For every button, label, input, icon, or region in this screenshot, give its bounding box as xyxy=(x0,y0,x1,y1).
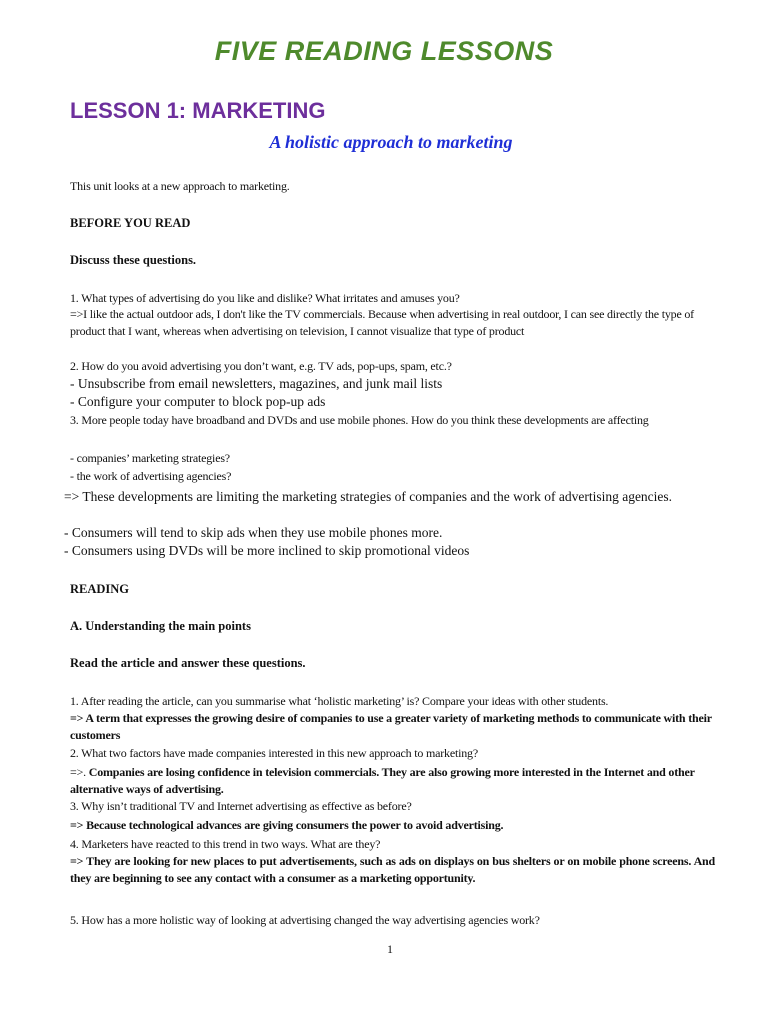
reading-question-1: 1. After reading the article, can you summarise what ‘holistic marketing’ is? Compare your ideas with other students. xyxy=(70,694,609,708)
reading-question-3: 3. Why isn’t traditional TV and Internet advertising as effective as before? xyxy=(70,799,412,813)
reading-answer-4: => They are looking for new places to put advertisements, such as ads on displays on bus shelters or on mobile phone screens. And they are beginning to see any contact with a consumer as a marketing opportunity. xyxy=(70,854,715,885)
reading-answer-2 xyxy=(70,764,730,798)
intro-text: This unit looks at a new approach to marketing. xyxy=(70,179,290,193)
question-1: 1. What types of advertising do you like and dislike? What irritates and amuses you? xyxy=(70,291,460,305)
answer-3: => These developments are limiting the marketing strategies of companies and the work of advertising agencies. xyxy=(64,489,673,504)
reading-question-5: 5. How has a more holistic way of looking at advertising changed the way advertising agencies work? xyxy=(70,913,540,927)
answer-2-text: Companies are losing confidence in television commercials. They are also growing more interested in the Internet and other alternative ways of advertising. xyxy=(70,765,695,796)
reading-question-4: 4. Marketers have reacted to this trend in two ways. What are they? xyxy=(70,837,381,851)
document-title: FIVE READING LESSONS xyxy=(214,36,554,66)
before-you-read-heading: BEFORE YOU READ xyxy=(70,216,191,230)
reading-heading: READING xyxy=(70,582,130,596)
lesson-subtitle: A holistic approach to marketing xyxy=(269,132,513,152)
reading-answer-3: => Because technological advances are giving consumers the power to avoid advertising. xyxy=(70,818,504,832)
answer-2-item-2: - Configure your computer to block pop-up ads xyxy=(70,394,326,409)
question-2: 2. How do you avoid advertising you don’t want, e.g. TV ads, pop-ups, spam, etc.? xyxy=(70,359,452,373)
reading-answer-1: => A term that expresses the growing desire of companies to use a greater variety of marketing methods to communicate with their customers xyxy=(70,711,712,742)
question-3-item-2: - the work of advertising agencies? xyxy=(70,469,232,483)
question-3: 3. More people today have broadband and DVDs and use mobile phones. How do you think these developments are affecting xyxy=(70,413,649,427)
question-3-item-1: - companies’ marketing strategies? xyxy=(70,451,230,465)
answer-2-prefix: =>. xyxy=(70,765,89,779)
answer-2-item-1: - Unsubscribe from email newsletters, magazines, and junk mail lists xyxy=(70,376,443,391)
page-number: 1 xyxy=(387,942,393,956)
section-a-heading: A. Understanding the main points xyxy=(70,619,251,633)
discuss-instruction: Discuss these questions. xyxy=(70,253,197,267)
reading-question-2: 2. What two factors have made companies interested in this new approach to marketing? xyxy=(70,746,478,760)
answer-3-item-2: - Consumers using DVDs will be more inclined to skip promotional videos xyxy=(64,543,470,558)
reading-instruction: Read the article and answer these questions. xyxy=(70,656,306,670)
answer-1: =>I like the actual outdoor ads, I don't like the TV commercials. Because when advertising in real outdoor, I can see directly the type of product that I want, whereas when advertising on television, I cannot visualize that type of product xyxy=(70,307,694,338)
lesson-title: LESSON 1: MARKETING xyxy=(70,98,326,123)
answer-3-item-1: - Consumers will tend to skip ads when they use mobile phones more. xyxy=(64,525,443,540)
